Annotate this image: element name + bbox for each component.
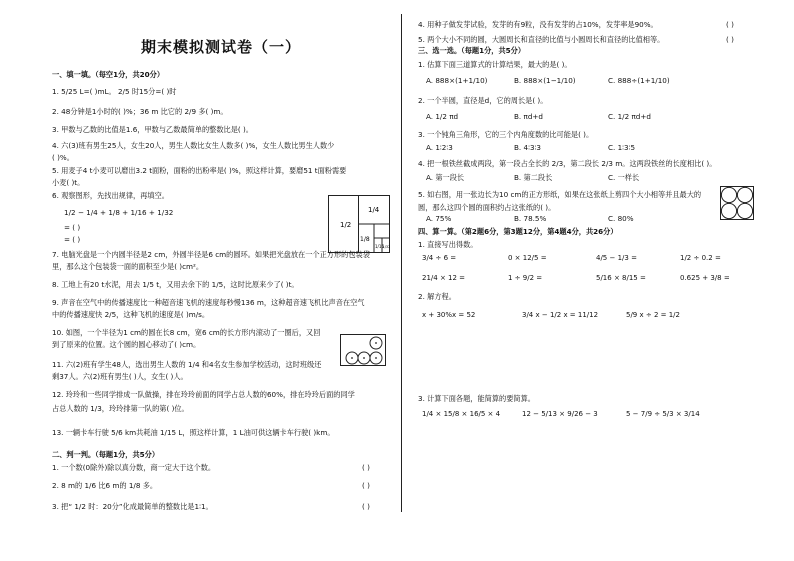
choice-5-option-b[interactable]: B. 78.5% (514, 214, 547, 223)
question-7-line1: 7. 电脑光盘是一个内圆半径是2 cm，外圆半径是6 cm的圆环。如果把光盘放在一个正方形的包装袋 (52, 250, 370, 259)
choice-2-option-a[interactable]: A. 1/2 πd (426, 112, 459, 121)
page-title: 期末模拟测试卷（一） (141, 38, 302, 56)
choice-5-option-a[interactable]: A. 75% (426, 214, 452, 223)
oral-6: 1 ÷ 9/2 = (508, 274, 543, 282)
oral-1: 3/4 ÷ 6 = (422, 254, 457, 262)
calc-2-title: 2. 解方程。 (418, 292, 456, 301)
fig-label-thirty-second: 1/32 (382, 245, 390, 249)
oral-8: 0.625 + 3/8 = (680, 274, 730, 282)
question-3: 3. 甲数与乙数的比值是1.6，甲数与乙数最简单的整数比是( )。 (52, 125, 253, 134)
question-10-line1: 10. 如图，一个半径为1 cm的圆在长8 cm，宽6 cm的长方形内滚动了一圈后，又回 (52, 328, 321, 337)
calc-1-title: 1. 直接写出得数。 (418, 240, 478, 249)
oral-7: 5/16 × 8/15 = (596, 274, 646, 282)
rolling-circle-figure (340, 334, 386, 366)
judge-3-answer[interactable]: ( ) (362, 502, 370, 511)
oral-2: 0 × 12/5 = (508, 254, 547, 262)
judge-5: 5. 两个大小不同的圆，大圆周长和直径的比值与小圆周长和直径的比值相等。 (418, 35, 665, 44)
choice-3-option-c[interactable]: C. 1∶3∶5 (608, 143, 636, 152)
fig-label-sixteenth: 1/16 (375, 244, 384, 249)
choice-5-line1: 5. 如右图，用一张边长为10 cm的正方形纸，如果在这张纸上剪四个大小相等并且最大的 (418, 190, 702, 199)
judge-1-answer[interactable]: ( ) (362, 463, 370, 472)
choice-5-line2: 圆，那么这四个圆的面积约占这张纸的( )。 (418, 203, 556, 212)
choice-4-option-c[interactable]: C. 一样长 (608, 173, 640, 182)
choice-4: 4. 把一根铁丝截成两段，第一段占全长的 2/3，第二段长 2/3 m。这两段铁丝的长度相比( )。 (418, 159, 717, 168)
choice-1-option-a[interactable]: A. 888×(1+1/10) (426, 76, 488, 85)
four-circles-figure (720, 186, 754, 220)
section-heading-choose: 三、选一选。（每题1分，共5分） (418, 46, 526, 55)
column-divider (401, 14, 402, 512)
fig-label-quarter: 1/4 (368, 206, 380, 214)
question-5-line2: 小麦( )t。 (52, 178, 85, 187)
choice-1-option-b[interactable]: B. 888×(1−1/10) (514, 76, 576, 85)
equation-1: x + 30%x = 52 (422, 311, 476, 319)
question-10-line2: 到了原来的位置。这个圆的圆心移动了( )cm。 (52, 340, 201, 349)
question-4-line2: ( )%。 (52, 153, 74, 162)
judge-2: 2. 8 m的 1/6 比6 m的 1/8 多。 (52, 481, 158, 490)
question-9-line2: 中的传播速度快 2/5，这种飞机的速度是( )m/s。 (52, 310, 210, 319)
judge-5-answer[interactable]: ( ) (726, 35, 734, 44)
choice-5-option-c[interactable]: C. 80% (608, 214, 634, 223)
equation-2: 3/4 x − 1/2 x = 11/12 (522, 311, 599, 319)
question-13: 13. 一辆卡车行驶 5/6 km共耗油 1/15 L，照这样计算，1 L油可供这辆卡车行驶( )km。 (52, 428, 335, 437)
question-6-answer-2: = ( ) (64, 235, 81, 244)
choice-3-option-a[interactable]: A. 1∶2∶3 (426, 143, 453, 152)
section-heading-judge: 二、判一判。（每题1分，共5分） (52, 450, 160, 459)
choice-2-option-b[interactable]: B. πd+d (514, 112, 543, 121)
oral-3: 4/5 − 1/3 = (596, 254, 637, 262)
calc-3-title: 3. 计算下面各题，能简算的要简算。 (418, 394, 535, 403)
fraction-square-figure (328, 195, 390, 253)
question-11-line1: 11. 六(2)班有学生48人，选出男生人数的 1/4 和4名女生参加学校活动，这时班级还 (52, 360, 322, 369)
question-11-line2: 剩37人。六(2)班有男生( )人，女生( )人。 (52, 372, 188, 381)
question-12-line1: 12. 玲玲和一些同学排成一队做操，排在玲玲前面的同学占总人数的60%，排在玲玲后面的同学 (52, 390, 355, 399)
choice-4-option-b[interactable]: B. 第二段长 (514, 173, 553, 182)
choice-4-option-a[interactable]: A. 第一段长 (426, 173, 465, 182)
fig-label-eighth: 1/8 (360, 236, 370, 243)
section-heading-fill: 一、填一填。（每空1分，共20分） (52, 70, 165, 79)
question-5-line1: 5. 用麦子4 t小麦可以磨出3.2 t面粉，面粉的出粉率是( )%，照这样计算，要磨51 t面粉需要 (52, 166, 347, 175)
equation-3: 5/9 x ÷ 2 = 1/2 (626, 311, 680, 319)
simplify-2: 12 − 5/13 × 9/26 − 3 (522, 410, 598, 418)
question-1: 1. 5/25 L=( )mL。 2/5 时15分=( )时 (52, 87, 177, 96)
fig-label-half: 1/2 (340, 221, 352, 229)
question-6-sum: 1/2 − 1/4 + 1/8 + 1/16 + 1/32 (64, 208, 174, 217)
choice-3-option-b[interactable]: B. 4∶3∶3 (514, 143, 541, 152)
simplify-1: 1/4 × 15/8 × 16/5 × 4 (422, 410, 501, 418)
judge-3: 3. 把“ 1/2 时：20分”化成最简单的整数比是1∶1。 (52, 502, 213, 511)
judge-1: 1. 一个数(0除外)除以真分数，商一定大于这个数。 (52, 463, 216, 472)
question-2: 2. 48分钟是1小时的( )%；36 m 比它的 2/9 多( )m。 (52, 107, 228, 116)
question-4-line1: 4. 六(3)班有男生25人，女生20人，男生人数比女生人数多( )%，女生人数比男生人数少 (52, 141, 335, 150)
question-6-answer-1: = ( ) (64, 223, 81, 232)
choice-3: 3. 一个钝角三角形，它的三个内角度数的比可能是( )。 (418, 130, 594, 139)
section-heading-calc: 四、算一算。（第2题6分，第3题12分，第4题4分，共26分） (418, 227, 618, 236)
choice-1-option-c[interactable]: C. 888÷(1+1/10) (608, 76, 670, 85)
question-9-line1: 9. 声音在空气中的传播速度比一种超音速飞机的速度每秒慢136 m，这种超音速飞机比声音在空气 (52, 298, 365, 307)
simplify-3: 5 − 7/9 ÷ 5/3 × 3/14 (626, 410, 700, 418)
judge-4-answer[interactable]: ( ) (726, 20, 734, 29)
choice-2: 2. 一个半圆，直径是d，它的周长是( )。 (418, 96, 548, 105)
oral-5: 21/4 × 12 = (422, 274, 466, 282)
question-7-line2: 里，那么这个包装袋一面的面积至少是( )cm²。 (52, 262, 204, 271)
question-6: 6. 观察图形，先找出规律，再填空。 (52, 191, 169, 200)
choice-1: 1. 估算下面三道算式的计算结果，最大的是( )。 (418, 60, 572, 69)
question-12-line2: 占总人数的 1/3，玲玲排第一队的第( )位。 (52, 404, 189, 413)
judge-4: 4. 用种子做发芽试验，发芽的有9粒，没有发芽的占10%，发芽率是90%。 (418, 20, 658, 29)
judge-2-answer[interactable]: ( ) (362, 481, 370, 490)
choice-2-option-c[interactable]: C. 1/2 πd+d (608, 112, 651, 121)
oral-4: 1/2 ÷ 0.2 = (680, 254, 721, 262)
question-8: 8. 工地上有20 t水泥，用去 1/5 t，又用去余下的 1/5，这时比原来少了( )t。 (52, 280, 299, 289)
